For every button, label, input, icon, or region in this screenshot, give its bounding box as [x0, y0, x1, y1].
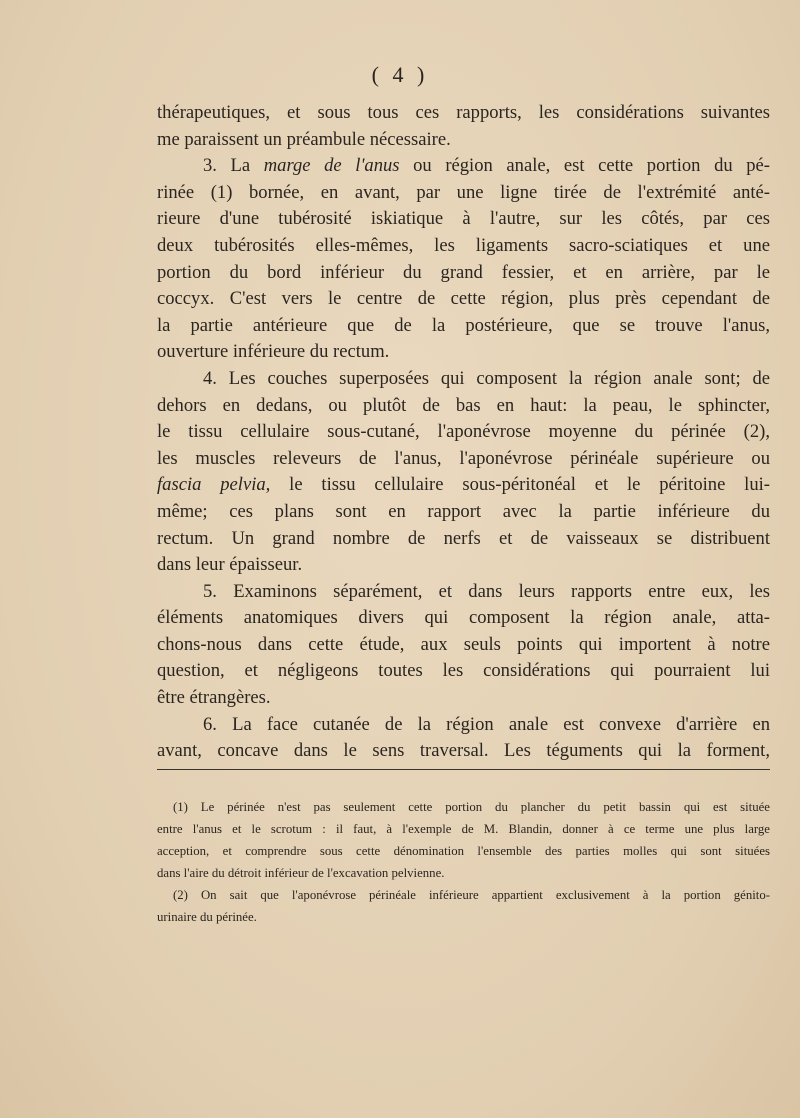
text-line: question, et négligeons toutes les considérations qui pourraient lui	[157, 660, 770, 682]
paragraph-continuation	[157, 100, 770, 153]
footnote-line: entre l'anus et le scrotum : il faut, à l'exemple de M. Blandin, donner à ce terme une plus large	[157, 822, 770, 836]
text-line	[157, 472, 770, 499]
page-number: ( 4 )	[371, 62, 429, 87]
text-line: thérapeutiques, et sous tous ces rapports, les considérations suivantes	[157, 102, 770, 123]
footnote-line: dans l'aire du détroit inférieur de l'excavation pelvienne.	[157, 866, 445, 880]
footnote-separator	[157, 769, 770, 770]
paragraph-4	[157, 366, 770, 579]
text-line: dans leur épaisseur.	[157, 554, 303, 576]
text-line: 6. La face cutanée de la région anale est convexe d'arrière en	[203, 713, 770, 735]
italic-term: fascia pelvia,	[157, 474, 271, 496]
text-line: rinée (1) bornée, en avant, par une ligne tirée de l'extrémité anté-	[157, 181, 770, 203]
text-line: la partie antérieure que de la postérieure, que se trouve l'anus,	[157, 314, 770, 336]
text-run: le tissu cellulaire sous-péritonéal et le péritoine lui-	[270, 474, 770, 496]
paragraph-6	[157, 712, 770, 765]
footnote-2	[157, 884, 770, 928]
paragraph-number: 3. La	[203, 155, 264, 177]
text-line: rieure d'une tubérosité iskiatique à l'autre, sur les côtés, par ces	[157, 208, 770, 230]
text-line: le tissu cellulaire sous-cutané, l'aponévrose moyenne du périnée (2),	[157, 421, 770, 443]
footnote-1	[157, 796, 770, 884]
footnote-line: (1) Le périnée n'est pas seulement cette portion du plancher du petit bassin qui est située	[173, 800, 770, 814]
italic-term: marge de l'anus	[263, 155, 400, 177]
text-run: ou région anale, est cette portion du pé-	[399, 155, 770, 177]
text-line: me paraissent un préambule nécessaire.	[157, 128, 451, 150]
main-text	[157, 100, 770, 765]
paragraph-5	[157, 579, 770, 712]
footnote-line: acception, et comprendre sous cette dénomination l'ensemble des parties molles qui sont situées	[157, 844, 770, 858]
text-line: rectum. Un grand nombre de nerfs et de vaisseaux se distribuent	[157, 527, 770, 549]
paragraph-3	[157, 153, 770, 366]
footnote-line: urinaire du périnée.	[157, 910, 257, 924]
text-line: avant, concave dans le sens traversal. Les téguments qui la forment,	[157, 740, 770, 762]
text-line: chons-nous dans cette étude, aux seuls points qui importent à notre	[157, 633, 770, 655]
text-line: 4. Les couches superposées qui composent la région anale sont; de	[203, 367, 770, 389]
text-line: coccyx. C'est vers le centre de cette région, plus près cependant de	[157, 288, 770, 310]
footnote-line: (2) On sait que l'aponévrose périnéale inférieure appartient exclusivement à la portion génito-	[173, 888, 770, 902]
text-line: être étrangères.	[157, 687, 271, 709]
text-line: les muscles releveurs de l'anus, l'aponévrose périnéale supérieure ou	[157, 447, 770, 469]
text-line	[157, 153, 770, 180]
text-line: portion du bord inférieur du grand fessier, et en arrière, par le	[157, 261, 770, 283]
text-line: ouverture inférieure du rectum.	[157, 341, 390, 363]
text-line: dehors en dedans, ou plutôt de bas en haut: la peau, le sphincter,	[157, 394, 770, 416]
text-line: 5. Examinons séparément, et dans leurs rapports entre eux, les	[203, 580, 770, 602]
footnotes	[157, 796, 770, 928]
text-line: deux tubérosités elles-mêmes, les ligaments sacro-sciatiques et une	[157, 234, 770, 256]
text-line: éléments anatomiques divers qui composent la région anale, atta-	[157, 607, 770, 629]
text-line: même; ces plans sont en rapport avec la partie inférieure du	[157, 500, 770, 522]
